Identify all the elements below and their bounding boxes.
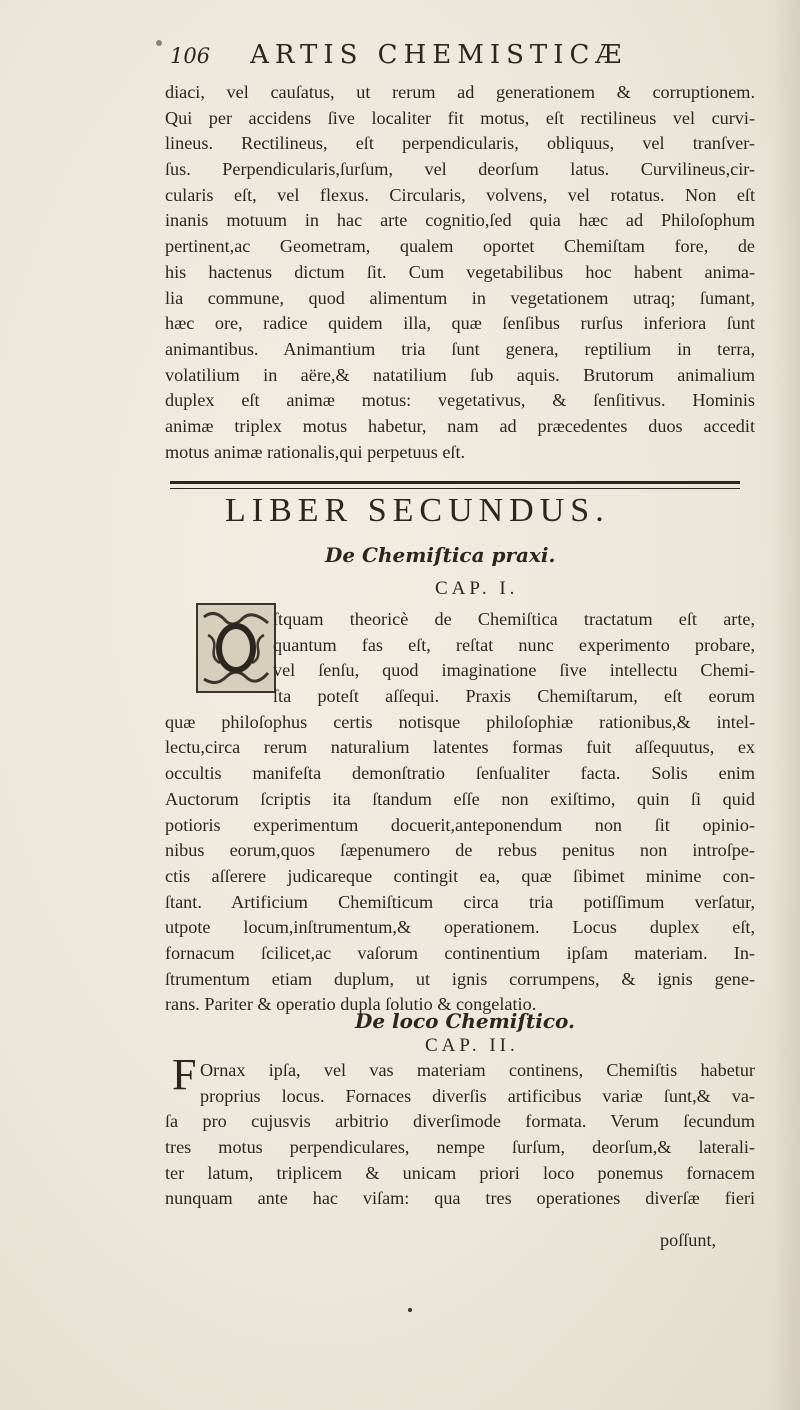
text-line: hæc ore, radice quidem illa, quæ ſenſibus rurſus inferiora ſunt: [165, 313, 755, 334]
ink-speck: [408, 1308, 412, 1312]
text-line: diaci, vel cauſatus, ut rerum ad generationem & corruptionem.: [165, 82, 755, 102]
text-line: Auctorum ſcriptis ita ſtandum eſſe non exiſtimo, quin ſi quid: [165, 788, 755, 809]
text-line: ſtrumentum etiam duplum, ut ignis corrumpens, & ignis gene-: [165, 968, 755, 989]
text-line: inanis motuum in hac arte cognitio,ſed quia hæc ad Philoſophum: [165, 210, 755, 231]
text-line: duplex eſt animæ motus: vegetativus, & ſenſitivus. Hominis: [165, 390, 755, 411]
text-line: his hactenus dictum ſit. Cum vegetabilibus hoc habent anima-: [165, 261, 755, 282]
page-header: [170, 40, 750, 80]
text-line: ſtquam theoricè de Chemiſtica tractatum eſt arte,: [273, 609, 755, 629]
text-line: lectu,circa rerum naturalium latentes formas fuit aſſequutus, ex: [165, 737, 755, 758]
text-line: cularis eſt, vel flexus. Circularis, volvens, vel rotatus. Non eſt: [165, 184, 755, 205]
chapter-heading-2: CAP. II.: [425, 1035, 519, 1056]
text-line: pertinent,ac Geometram, qualem oportet Chemiſtam fore, de: [165, 236, 755, 257]
chapter-heading-1: CAP. I.: [435, 578, 519, 599]
section-subtitle: De Chemiſtica praxi.: [325, 543, 556, 567]
text-line: ſus. Perpendicularis,ſurſum, vel deorſum latus. Curvilineus,cir-: [165, 159, 755, 180]
text-line: rans. Pariter & operatio dupla ſolutio & congelatio.: [165, 994, 537, 1015]
initial-letter-f: F: [172, 1050, 197, 1099]
text-line: animæ triplex motus habetur, nam ad præcedentes duos accedit: [165, 415, 755, 436]
text-line: ſa pro cujusvis arbitrio diverſimode formata. Verum ſecundum: [165, 1111, 755, 1132]
text-line: motus animæ rationalis,qui perpetuus eſt.: [165, 441, 466, 462]
paragraph-2: [165, 607, 755, 1018]
text-line: fornacum ſcilicet,ac vaſorum continentium ipſam materiam. In-: [165, 942, 755, 963]
text-line: vel ſenſu, quod imaginatione ſive intellectu Chemi-: [273, 660, 755, 681]
text-line: Ornax ipſa, vel vas materiam continens, Chemiſtis habetur: [200, 1060, 755, 1080]
text-line: proprius locus. Fornaces diverſis artificibus variæ ſunt,& va-: [200, 1085, 755, 1106]
text-line: lia commune, quod alimentum in vegetationem utraq; ſumant,: [165, 287, 755, 308]
section-divider-rule: [170, 481, 740, 489]
running-head: ARTIS CHEMISTICÆ: [250, 40, 628, 70]
text-line: nibus eorum,quos ſæpenumero de rebus penitus non introſpe-: [165, 840, 755, 861]
text-line: ſta poteſt aſſequi. Praxis Chemiſtarum, eſt eorum: [273, 686, 755, 707]
ink-speck: [156, 40, 162, 46]
paragraph-3: [165, 1058, 755, 1212]
section-subtitle-2: De loco Chemiſtico.: [355, 1009, 575, 1033]
text-line: utpote locum,inſtrumentum,& operationem. Locus duplex eſt,: [165, 917, 755, 938]
text-line: volatilium in aëre,& natatilium ſub aquis. Brutorum animalium: [165, 364, 755, 385]
text-line: potioris experimentum docuerit,anteponendum non ſit opinio-: [165, 814, 755, 835]
text-line: ter latum, triplicem & unicam priori loco ponemus fornacem: [165, 1162, 755, 1183]
text-line: ctis aſſerere judicareque contingit ea, quæ ſibimet minime con-: [165, 865, 755, 886]
text-line: Qui per accidens ſive localiter fit motus, eſt rectilineus vel curvi-: [165, 107, 755, 128]
book-title: LIBER SECUNDUS.: [225, 492, 610, 529]
text-line: nunquam ante hac viſam: qua tres operationes diverſæ fieri: [165, 1188, 755, 1209]
text-line: animantibus. Animantium tria ſunt genera, reptilium in terra,: [165, 338, 755, 359]
text-line: quæ philoſophus certis notisque philoſophiæ rationibus,& intel-: [165, 711, 755, 732]
text-line: quantum fas eſt, reſtat nunc experimento probare,: [273, 634, 755, 655]
paragraph-1: [165, 80, 755, 465]
text-line: tres motus perpendiculares, nempe ſurſum, deorſum,& laterali-: [165, 1137, 755, 1158]
text-line: ſtant. Artificium Chemiſticum circa tria potiſſimum verſatur,: [165, 891, 755, 912]
text-line: lineus. Rectilineus, eſt perpendicularis, obliquus, vel tranſver-: [165, 133, 755, 154]
text-line: occultis manifeſta demonſtratio ſenſualiter facta. Solis enim: [165, 763, 755, 784]
page-number: 106: [170, 44, 211, 68]
catchword: poſſunt,: [660, 1230, 717, 1250]
